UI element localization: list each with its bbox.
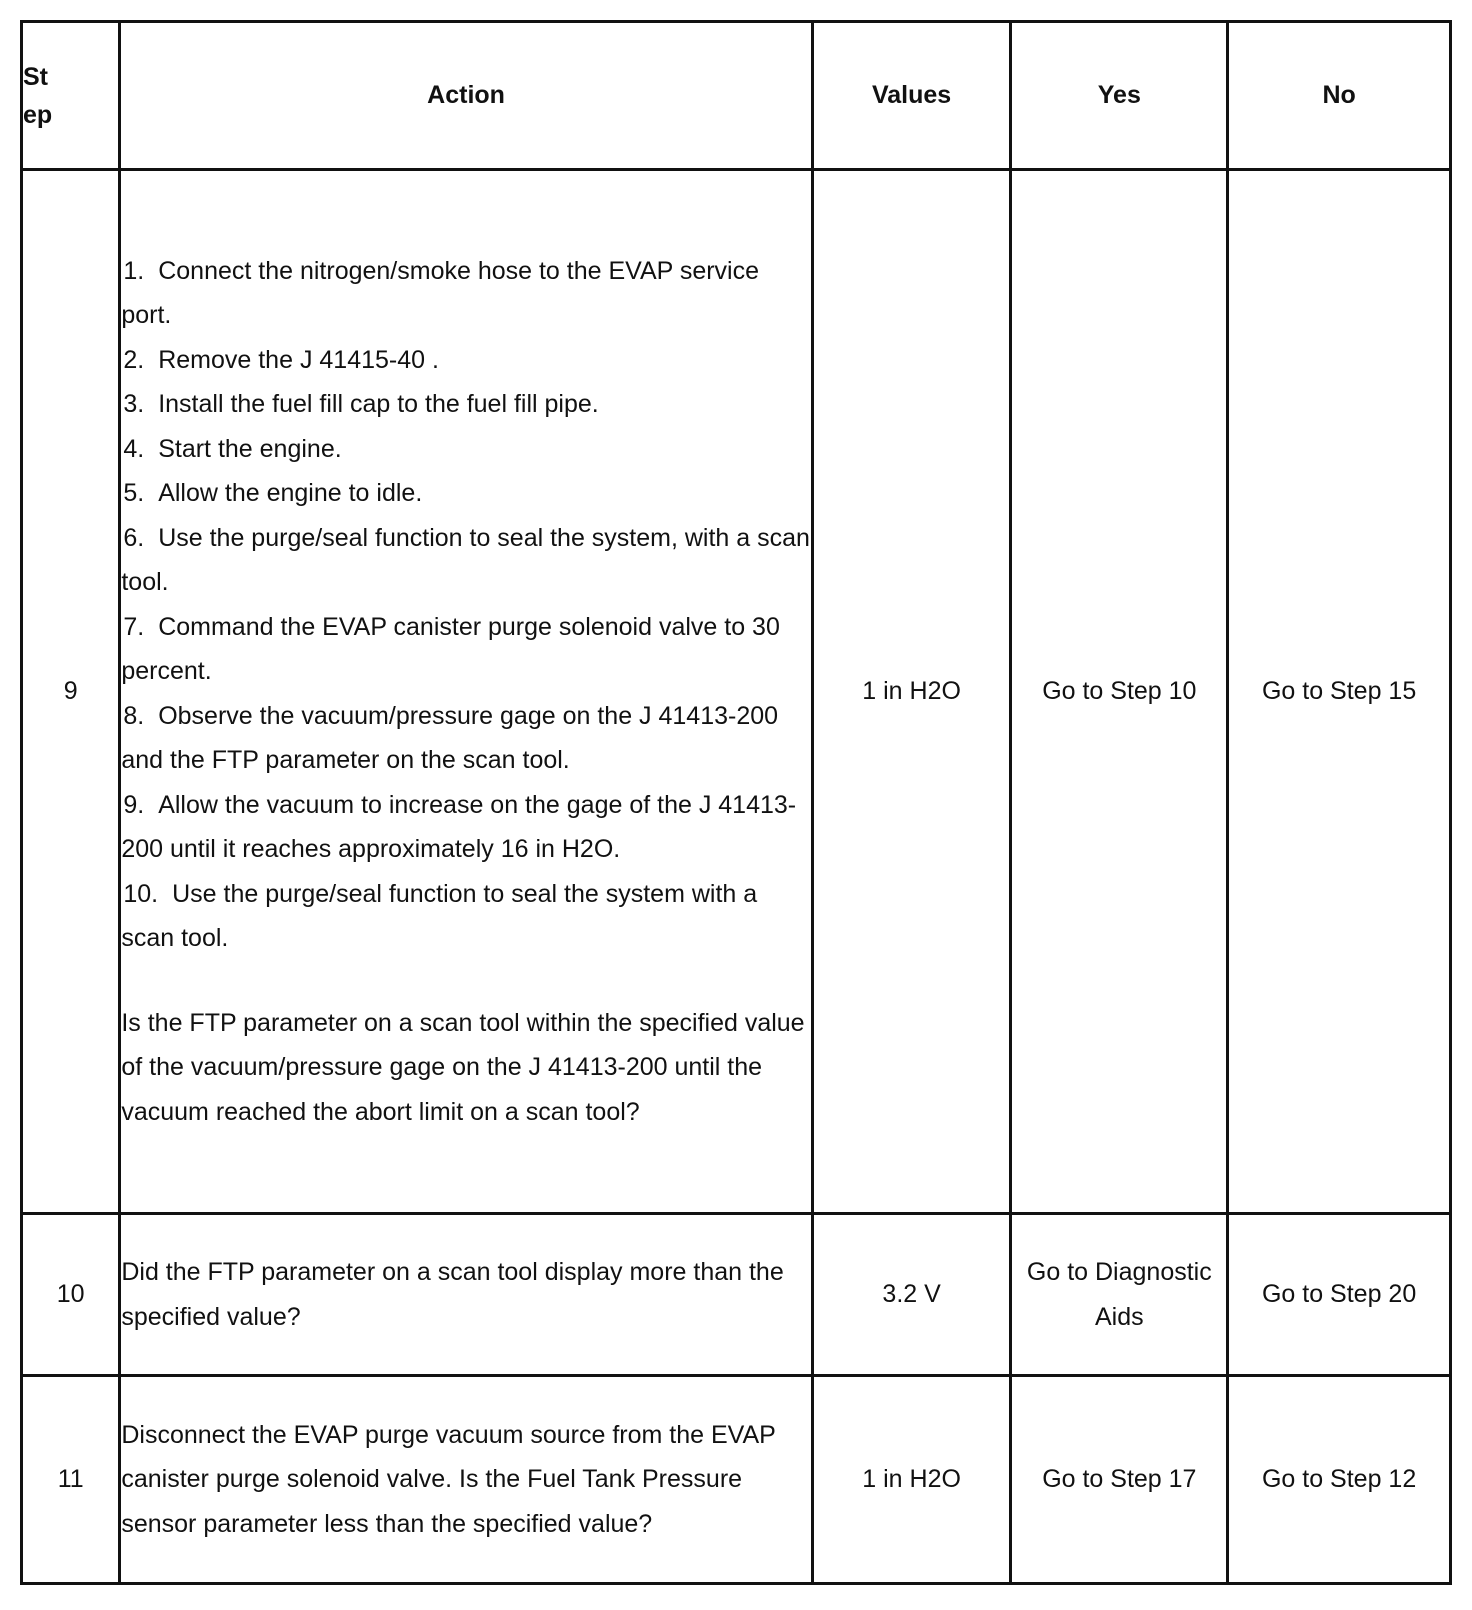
step-question: Did the FTP parameter on a scan tool display more than the specified value? (121, 1258, 784, 1331)
step-number: 10 (22, 1214, 120, 1376)
header-no: No (1228, 22, 1451, 170)
value-cell: 1 in H2O (812, 170, 1011, 1214)
instruction-text: Install the fuel fill cap to the fuel fill pipe. (158, 390, 599, 419)
instruction-number: 9. (123, 790, 145, 819)
instruction-number: 5. (123, 479, 145, 508)
instruction-text: Observe the vacuum/pressure gage on the J 41413-200 and the FTP parameter on the scan tool. (121, 701, 779, 775)
instruction-item (121, 471, 810, 516)
instruction-item (121, 427, 810, 472)
instruction-item (121, 783, 810, 872)
header-values: Values (812, 22, 1011, 170)
step-question: Is the FTP parameter on a scan tool within the specified value of the vacuum/pressure gage on the J 41413-200 until the vacuum reached the abort limit on a scan tool? (121, 1008, 805, 1126)
header-step-line2: ep (23, 100, 53, 129)
instruction-item (121, 694, 810, 783)
instruction-number: 7. (123, 612, 145, 641)
instruction-number: 4. (123, 434, 145, 463)
instruction-text: Remove the J 41415-40 . (158, 345, 439, 374)
no-cell: Go to Step 15 (1228, 170, 1451, 1214)
value-cell: 3.2 V (812, 1214, 1011, 1376)
diagnostic-table (20, 20, 1452, 1585)
instruction-item (121, 605, 810, 694)
step-number: 11 (22, 1376, 120, 1584)
instruction-item (121, 872, 810, 961)
instruction-text: Use the purge/seal function to seal the system, with a scan tool. (121, 523, 810, 597)
table-row-step-9 (22, 170, 1451, 1214)
instruction-item (121, 382, 810, 427)
step-number: 9 (22, 170, 120, 1214)
instruction-text: Use the purge/seal function to seal the system with a scan tool. (121, 879, 758, 953)
value-cell: 1 in H2O (812, 1376, 1011, 1584)
table-row-step-11 (22, 1376, 1451, 1584)
no-cell: Go to Step 20 (1228, 1214, 1451, 1376)
table-row-step-10 (22, 1214, 1451, 1376)
yes-cell: Go to Diagnostic Aids (1011, 1214, 1228, 1376)
yes-cell: Go to Step 17 (1011, 1376, 1228, 1584)
instruction-number: 3. (123, 390, 145, 419)
instruction-text: Allow the engine to idle. (158, 479, 423, 508)
instruction-list (121, 249, 810, 961)
instruction-number: 6. (123, 523, 145, 552)
action-cell (120, 170, 812, 1214)
header-step-line1: St (23, 62, 48, 91)
header-row (22, 22, 1451, 170)
yes-cell: Go to Step 10 (1011, 170, 1228, 1214)
instruction-number: 10. (123, 879, 159, 908)
instruction-text: Start the engine. (158, 434, 342, 463)
header-yes: Yes (1011, 22, 1228, 170)
instruction-number: 8. (123, 701, 145, 730)
instruction-text: Connect the nitrogen/smoke hose to the EVAP service port. (121, 256, 760, 330)
instruction-item (121, 249, 810, 338)
instruction-item (121, 338, 810, 383)
instruction-text: Command the EVAP canister purge solenoid valve to 30 percent. (121, 612, 780, 686)
instruction-number: 2. (123, 345, 145, 374)
instruction-item (121, 516, 810, 605)
action-cell (120, 1214, 812, 1376)
instruction-number: 1. (123, 256, 145, 285)
step-question: Disconnect the EVAP purge vacuum source from the EVAP canister purge solenoid valve. Is the Fuel Tank Pressure sensor parameter less than the specified value? (121, 1420, 776, 1538)
instruction-text: Allow the vacuum to increase on the gage of the J 41413-200 until it reaches approximately 16 in H2O. (121, 790, 797, 864)
no-cell: Go to Step 12 (1228, 1376, 1451, 1584)
header-step (22, 22, 120, 170)
header-action: Action (120, 22, 812, 170)
action-cell (120, 1376, 812, 1584)
